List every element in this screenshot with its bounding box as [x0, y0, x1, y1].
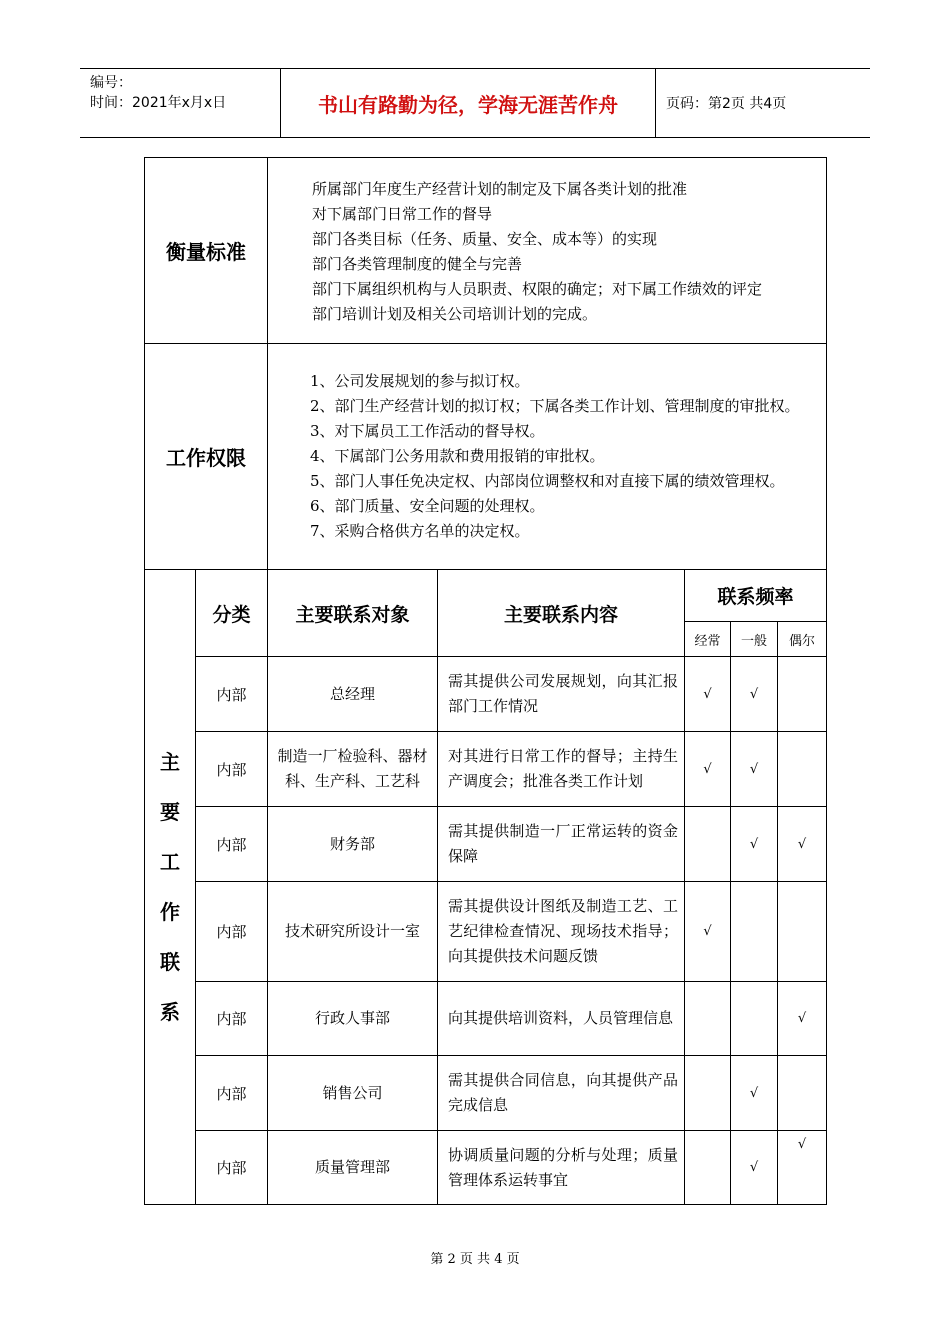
- header-freq-normal: 一般: [731, 622, 778, 657]
- row-content: 对其进行日常工作的督导；主持生产调度会；批准各类工作计划: [438, 732, 685, 807]
- table-row: [145, 807, 827, 882]
- table-row: [145, 732, 827, 807]
- row-content: 需其提供公司发展规划，向其汇报部门工作情况: [438, 657, 685, 732]
- row-target: 制造一厂检验科、器材科、生产科、工艺科: [268, 732, 438, 807]
- row-freq-rare: √: [778, 982, 827, 1056]
- row-freq-normal: √: [731, 657, 778, 732]
- header-meta: [80, 69, 281, 137]
- header-freq-rare: 偶尔: [778, 622, 827, 657]
- page-header: [80, 68, 870, 138]
- row-freq-rare: [778, 1056, 827, 1131]
- row-freq-often: √: [685, 732, 731, 807]
- row-category: 内部: [196, 882, 268, 982]
- row-category: 内部: [196, 1131, 268, 1205]
- standard-item: 对下属部门日常工作的督导: [312, 204, 493, 223]
- relations-title-char: 系: [160, 1000, 180, 1024]
- page-footer: 第 2 页 共 4 页: [430, 1252, 520, 1267]
- page-label: 页码：第2页 共4页: [666, 96, 787, 112]
- relations-title-char: 要: [160, 800, 180, 824]
- row-freq-often: [685, 1131, 731, 1205]
- authority-content: [268, 344, 827, 570]
- row-category: 内部: [196, 1056, 268, 1131]
- row-freq-rare: √: [778, 1131, 827, 1205]
- header-content: 主要联系内容: [438, 570, 685, 657]
- table-row: [145, 1131, 827, 1205]
- authority-item: 2、部门生产经营计划的拟订权；下属各类工作计划、管理制度的审批权。: [310, 397, 800, 415]
- job-description-table: [144, 157, 827, 1205]
- row-freq-normal: √: [731, 1056, 778, 1131]
- row-target: 财务部: [268, 807, 438, 882]
- row-category: 内部: [196, 732, 268, 807]
- row-freq-often: √: [685, 882, 731, 982]
- row-category: 内部: [196, 807, 268, 882]
- row-freq-rare: [778, 657, 827, 732]
- standards-row: [145, 158, 827, 344]
- authority-row: [145, 344, 827, 570]
- motto: 书山有路勤为径，学海无涯苦作舟: [281, 69, 656, 137]
- relations-title-char: 工: [160, 850, 180, 874]
- relations-title-char: 主: [160, 750, 180, 774]
- row-content: 协调质量问题的分析与处理；质量管理体系运转事宜: [438, 1131, 685, 1205]
- row-category: 内部: [196, 657, 268, 732]
- header-freq-often: 经常: [685, 622, 731, 657]
- row-freq-normal: [731, 982, 778, 1056]
- standard-item: 部门各类管理制度的健全与完善: [312, 254, 523, 273]
- row-freq-normal: √: [731, 732, 778, 807]
- header-target: 主要联系对象: [268, 570, 438, 657]
- authority-item: 1、公司发展规划的参与拟订权。: [310, 372, 530, 390]
- table-row: [145, 1056, 827, 1131]
- number-label: 编号：: [90, 75, 132, 91]
- header-category: 分类: [196, 570, 268, 657]
- row-freq-often: [685, 1056, 731, 1131]
- authority-item: 4、下属部门公务用款和费用报销的审批权。: [310, 447, 605, 465]
- standards-title: 衡量标准: [145, 158, 268, 344]
- row-target: 质量管理部: [268, 1131, 438, 1205]
- authority-item: 5、部门人事任免决定权、内部岗位调整权和对直接下属的绩效管理权。: [310, 472, 785, 490]
- table-row: [145, 657, 827, 732]
- standard-item: 部门下属组织机构与人员职责、权限的确定；对下属工作绩效的评定: [312, 279, 763, 298]
- authority-item: 7、采购合格供方名单的决定权。: [310, 522, 530, 540]
- row-content: 需其提供合同信息，向其提供产品完成信息: [438, 1056, 685, 1131]
- relations-title: [145, 570, 196, 1205]
- header-frequency: 联系频率: [685, 570, 827, 622]
- row-freq-often: [685, 807, 731, 882]
- row-freq-often: √: [685, 657, 731, 732]
- row-freq-rare: [778, 882, 827, 982]
- relations-header-row: [145, 570, 827, 622]
- relations-title-char: 联: [160, 950, 180, 974]
- authority-title: 工作权限: [145, 344, 268, 570]
- row-freq-rare: [778, 732, 827, 807]
- relations-title-char: 作: [160, 900, 180, 924]
- row-target: 销售公司: [268, 1056, 438, 1131]
- row-freq-normal: [731, 882, 778, 982]
- row-freq-normal: √: [731, 807, 778, 882]
- row-target: 总经理: [268, 657, 438, 732]
- authority-item: 6、部门质量、安全问题的处理权。: [310, 497, 545, 515]
- row-target: 技术研究所设计一室: [268, 882, 438, 982]
- table-row: [145, 982, 827, 1056]
- standard-item: 部门培训计划及相关公司培训计划的完成。: [312, 304, 598, 323]
- table-row: [145, 882, 827, 982]
- row-content: 向其提供培训资料，人员管理信息: [438, 982, 685, 1056]
- standard-item: 部门各类目标（任务、质量、安全、成本等）的实现: [312, 229, 658, 248]
- standard-item: 所属部门年度生产经营计划的制定及下属各类计划的批准: [312, 179, 688, 198]
- row-category: 内部: [196, 982, 268, 1056]
- row-freq-rare: √: [778, 807, 827, 882]
- row-content: 需其提供设计图纸及制造工艺、工艺纪律检查情况、现场技术指导；向其提供技术问题反馈: [438, 882, 685, 982]
- row-content: 需其提供制造一厂正常运转的资金保障: [438, 807, 685, 882]
- standards-content: [268, 158, 827, 344]
- row-target: 行政人事部: [268, 982, 438, 1056]
- row-freq-often: [685, 982, 731, 1056]
- authority-item: 3、对下属员工工作活动的督导权。: [310, 422, 545, 440]
- row-freq-normal: √: [731, 1131, 778, 1205]
- time-label: 时间：2021年x月x日: [90, 95, 227, 111]
